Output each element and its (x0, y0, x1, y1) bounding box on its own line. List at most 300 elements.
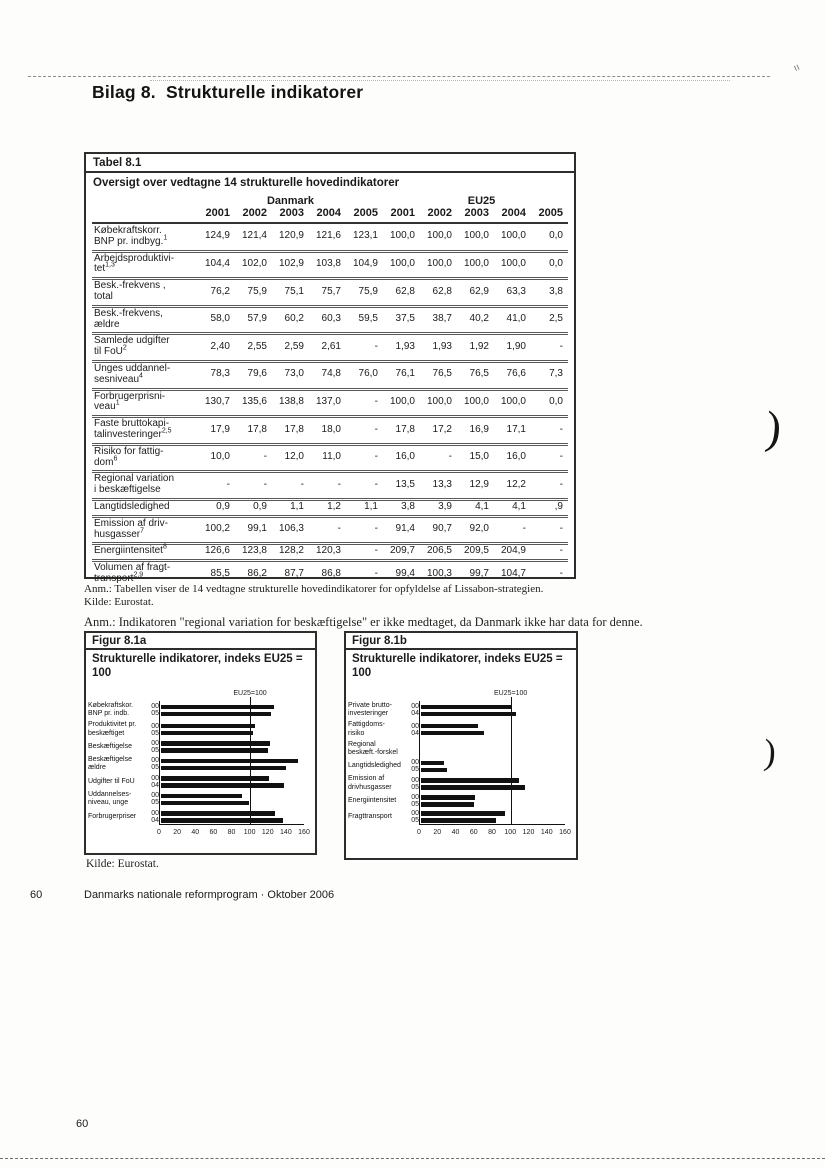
bar (161, 705, 274, 710)
chart-category-label: Produktivitet pr. beskæftiget (88, 721, 137, 737)
bar-row (145, 711, 304, 717)
bar-row (145, 730, 304, 736)
cell-value: 62,9 (469, 285, 489, 297)
x-axis-ticks (417, 828, 571, 839)
bar-row (145, 748, 304, 754)
footnote-ref: 1,3 (105, 262, 115, 270)
bar-year-label: 05 (411, 766, 419, 774)
bar-year-label: 00 (151, 740, 159, 748)
cell-value: 12,0 (284, 451, 304, 463)
year-header: 2005 (538, 207, 563, 219)
bar-pair (405, 704, 565, 717)
bar (161, 783, 284, 788)
x-tick-label: 100 (243, 828, 256, 836)
bar-track (421, 705, 565, 710)
cell-value: - (559, 478, 563, 490)
footnote-ref: 8 (162, 544, 167, 551)
bar-year-label: 00 (151, 792, 159, 800)
cell-value: 102,0 (241, 257, 267, 269)
bar-row (145, 741, 304, 747)
cell-value: 17,8 (284, 423, 304, 435)
cell-value: 128,2 (278, 545, 304, 557)
cell-value: 123,8 (241, 545, 267, 557)
bar-row (145, 765, 304, 771)
bar-year-label: 05 (411, 783, 419, 791)
scan-artifact-paren: ) (762, 731, 778, 773)
bar-year-label: 04 (151, 816, 159, 824)
chart-group (88, 791, 304, 808)
reference-annotation: EU25=100 (233, 689, 267, 697)
figure-title: Strukturelle indikatorer, indeks EU25 = 100 (352, 653, 563, 679)
cell-value: 100,3 (426, 567, 452, 579)
bar-row (145, 800, 304, 806)
bar-year-label: 05 (151, 747, 159, 755)
cell-value: 74,8 (321, 368, 341, 380)
bar-year-label: 00 (411, 722, 419, 730)
cell-value: 103,8 (315, 257, 341, 269)
cell-value: 7,3 (549, 368, 563, 380)
figure-8-1a-box (84, 631, 317, 855)
bar-pair (405, 795, 565, 808)
cell-value: - (263, 451, 267, 463)
bar-track (421, 785, 565, 790)
bar (421, 778, 519, 783)
cell-value: 79,6 (247, 368, 267, 380)
bar-track (421, 724, 565, 729)
bar (161, 811, 275, 816)
bar-year-label: 00 (151, 774, 159, 782)
bar-row (145, 704, 304, 710)
bar (421, 785, 525, 790)
bar (161, 724, 255, 729)
cell-value: 17,9 (210, 423, 230, 435)
cell-value: 78,3 (210, 368, 230, 380)
year-header: 2001 (205, 207, 230, 219)
cell-value: 2,5 (549, 313, 563, 325)
year-header: 2001 (390, 207, 415, 219)
footnote-ref: 2 (122, 344, 127, 352)
bar (161, 794, 242, 799)
chart-group (348, 775, 565, 792)
scan-artifact-paren: ) (763, 401, 784, 454)
cell-value: - (374, 567, 378, 579)
bar-pair (145, 810, 304, 823)
footnote-ref: 2,5 (161, 427, 172, 435)
cell-value: 58,0 (210, 313, 230, 325)
table-row (92, 415, 568, 443)
cell-value: 0,9 (253, 500, 267, 512)
bar-year-label: 00 (411, 794, 419, 802)
bar-track (421, 761, 565, 766)
bar (421, 761, 444, 766)
bar (161, 748, 268, 753)
cell-value: 100,0 (463, 230, 489, 242)
chart-category-label: Beskæftigelse ældre (88, 756, 132, 772)
bar (421, 768, 447, 773)
chart-category-label: Beskæftigelse (88, 742, 132, 750)
cell-value: 75,1 (284, 285, 304, 297)
x-tick-label: 120 (522, 828, 535, 836)
empty-corner-cell (92, 207, 198, 219)
chart-category-label: Udgifter til FoU (88, 777, 135, 785)
bar-year-label: 00 (151, 809, 159, 817)
bar (161, 741, 270, 746)
cell-value: 0,9 (216, 500, 230, 512)
bar-year-label: 00 (151, 757, 159, 765)
table-note: Anm.: Tabellen viser de 14 vedtagne strukturelle hovedindikatorer for opfyldelse af Lissabon-strategien. (84, 583, 544, 595)
bar-row (405, 795, 565, 801)
cell-value: 18,0 (321, 423, 341, 435)
bar-pair (145, 741, 304, 754)
bar-row (405, 760, 565, 766)
bar-track (421, 778, 565, 783)
cell-value: 120,9 (278, 230, 304, 242)
bar (421, 705, 511, 710)
bar-row (405, 704, 565, 710)
bar (161, 766, 286, 771)
bar-year-label: 00 (411, 809, 419, 817)
cell-value: 100,0 (389, 395, 415, 407)
chart-category-label: Fattigdoms- risiko (348, 721, 385, 737)
x-tick-label: 140 (280, 828, 292, 836)
cell-value: 90,7 (432, 523, 452, 535)
cell-value: - (559, 423, 563, 435)
chart-group (88, 775, 304, 788)
cell-value: 76,6 (506, 368, 526, 380)
chart-category-label: Emission af drivhusgasser (348, 775, 392, 791)
top-divider-line-2 (150, 80, 730, 81)
cell-value: 85,5 (210, 567, 230, 579)
bar-pair (405, 777, 565, 790)
bar-year-label: 05 (151, 729, 159, 737)
table-label: Tabel 8.1 (86, 154, 574, 173)
footer-text: Danmarks nationale reformprogram · Oktober 2006 (84, 889, 335, 901)
cell-value: 86,8 (321, 567, 341, 579)
cell-value: 1,90 (506, 340, 526, 352)
bar-year-label: 05 (151, 799, 159, 807)
cell-value: 104,9 (352, 257, 378, 269)
cell-value: - (374, 340, 378, 352)
bar (161, 801, 249, 806)
bar-track (421, 768, 565, 773)
bar-year-label: 00 (411, 759, 419, 767)
cell-value: - (226, 478, 230, 490)
chart-category-label: Private brutto- investeringer (348, 701, 392, 718)
table-title: Oversigt over vedtagne 14 strukturelle hovedindikatorer (93, 177, 400, 189)
x-tick-label: 40 (451, 828, 460, 836)
bar-year-label: 00 (411, 703, 419, 711)
bar-track (161, 794, 304, 799)
bar-track (161, 705, 304, 710)
table-row (92, 388, 568, 416)
chart-category-label: Langtidsledighed (348, 762, 401, 770)
table-row (92, 515, 568, 543)
group-header-danmark: Danmark (266, 195, 315, 207)
row-label: Emission af driv- husgasser$^7$ (94, 517, 168, 540)
chart-group (88, 756, 304, 773)
cell-value: 62,8 (432, 285, 452, 297)
table-row (92, 498, 568, 515)
cell-value: 57,9 (247, 313, 267, 325)
row-label: Besk.-frekvens, ældre (94, 307, 163, 330)
cell-value: - (522, 523, 526, 535)
table-year-header-row (92, 207, 568, 224)
bar-row (145, 758, 304, 764)
cell-value: 99,4 (395, 567, 415, 579)
bar-row (405, 767, 565, 773)
table-row (92, 250, 568, 278)
bar-track (421, 731, 565, 736)
reference-annotation: EU25=100 (493, 689, 528, 697)
footnote-ref: 4 (139, 372, 143, 380)
chart-group (348, 810, 565, 823)
cell-value: 38,7 (432, 313, 452, 325)
chart-group (88, 702, 304, 719)
cell-value: 120,3 (315, 545, 341, 557)
chart-category-label: Købekraftskor. BNP pr. indb. (88, 701, 134, 718)
cell-value: 76,5 (469, 368, 489, 380)
figure-8-1b-box (344, 631, 578, 860)
cell-value: 75,7 (321, 285, 341, 297)
cell-value: 2,59 (284, 340, 304, 352)
cell-value: 2,55 (247, 340, 267, 352)
cell-value: 121,6 (315, 230, 341, 242)
cell-value: 3,8 (549, 285, 563, 297)
cell-value: 16,0 (395, 451, 415, 463)
cell-value: 204,9 (500, 545, 526, 557)
figure-label: Figur 8.1b (346, 633, 576, 650)
cell-value: 1,1 (290, 500, 304, 512)
cell-value: 100,2 (204, 523, 230, 535)
chart-category-label: Forbrugerpriser (88, 812, 137, 820)
year-header: 2004 (501, 207, 526, 219)
bar-year-label: 00 (151, 703, 159, 711)
bar-row (405, 777, 565, 783)
cell-value: 41,0 (506, 313, 526, 325)
bar (421, 818, 496, 823)
cell-value: - (559, 451, 563, 463)
bar (421, 795, 475, 800)
cell-value: 206,5 (426, 545, 452, 557)
row-label: Købekraftskorr. BNP pr. indbyg.$^1$ (94, 225, 168, 247)
cell-value: 76,5 (432, 368, 452, 380)
cell-value: 2,40 (210, 340, 230, 352)
page-number-bottom: 60 (76, 1118, 89, 1130)
bar (161, 776, 269, 781)
footnote-ref: 2,9 (133, 571, 144, 579)
bar-year-label: 00 (151, 722, 159, 730)
cell-value: - (559, 567, 563, 579)
cell-value: 13,3 (432, 478, 452, 490)
cell-value: 1,93 (395, 340, 415, 352)
row-label: Langtidsledighed (94, 500, 170, 512)
chart-category-label: Uddannelses- niveau, unge (88, 790, 132, 807)
page-title: Bilag 8. Strukturelle indikatorer (92, 82, 364, 102)
bar-track (161, 766, 304, 771)
chart-category-label: Regional beskæft.-forskel (348, 740, 398, 756)
footnote-ref: 7 (140, 527, 145, 535)
cell-value: 104,7 (500, 567, 526, 579)
cell-value: - (374, 545, 378, 557)
bottom-divider-line (0, 1158, 825, 1159)
bar-pair (405, 745, 565, 752)
figure-title: Strukturelle indikatorer, indeks EU25 = 100 (92, 653, 303, 679)
bar (161, 759, 298, 764)
bar-track (161, 818, 304, 823)
figure-source: Kilde: Eurostat. (86, 858, 159, 870)
chart-groups (88, 701, 304, 825)
cell-value: - (374, 478, 378, 490)
row-label: Besk.-frekvens , total (94, 280, 166, 302)
year-header: 2004 (316, 207, 341, 219)
bar-row (405, 723, 565, 729)
bar-chart-8-1a (88, 689, 309, 841)
chart-group (88, 721, 304, 738)
cell-value: 1,92 (469, 340, 489, 352)
figure-note: Anm.: Indikatoren "regional variation for beskæftigelse" er ikke medtaget, da Danmark ikke har data for denne. (84, 615, 643, 629)
x-tick-label: 60 (469, 828, 478, 836)
bar-pair (405, 760, 565, 773)
bar-track (161, 741, 304, 746)
x-tick-label: 160 (298, 828, 310, 836)
table-source: Kilde: Eurostat. (84, 596, 154, 608)
bar (161, 818, 283, 823)
table-row (92, 443, 568, 471)
x-tick-label: 160 (559, 828, 571, 836)
bar-year-label: 04 (411, 710, 419, 718)
bar (421, 811, 505, 816)
cell-value: 12,2 (506, 478, 526, 490)
cell-value: - (374, 423, 378, 435)
figure-label: Figur 8.1a (86, 633, 315, 650)
cell-value: 76,0 (358, 368, 378, 380)
cell-value: 37,5 (395, 313, 415, 325)
x-tick-label: 80 (227, 828, 236, 836)
cell-value: 59,5 (358, 313, 378, 325)
cell-value: 0,0 (549, 257, 563, 269)
cell-value: 100,0 (389, 230, 415, 242)
cell-value: 11,0 (322, 451, 341, 463)
footnote-ref: 1 (115, 400, 120, 408)
cell-value: 104,4 (204, 257, 230, 269)
cell-value: 1,1 (364, 500, 378, 512)
bar-chart-8-1b (348, 689, 570, 841)
chart-group (348, 760, 565, 773)
bar (161, 731, 253, 736)
bar-row (405, 730, 565, 736)
cell-value: 16,0 (506, 451, 526, 463)
cell-value: 138,8 (278, 395, 304, 407)
bar-year-label: 04 (151, 781, 159, 789)
bar-row (145, 723, 304, 729)
cell-value: - (263, 478, 267, 490)
bar-track (421, 712, 565, 717)
cell-value: 0,0 (549, 230, 563, 242)
year-header: 2002 (242, 207, 267, 219)
cell-value: - (300, 478, 304, 490)
chart-group (348, 795, 565, 808)
chart-group (348, 702, 565, 719)
cell-value: 3,8 (401, 500, 415, 512)
bar-row (145, 782, 304, 788)
x-axis-ticks (157, 828, 310, 839)
bar-row (405, 817, 565, 823)
x-tick-label: 40 (191, 828, 200, 836)
cell-value: 3,9 (438, 500, 452, 512)
bar-row (145, 817, 304, 823)
cell-value: - (374, 523, 378, 535)
chart-group (348, 741, 565, 758)
row-label: Faste bruttokapi- talinvesteringer$^{2,5}$ (94, 418, 172, 440)
cell-value: 15,0 (469, 451, 489, 463)
x-tick-label: 20 (173, 828, 182, 836)
cell-value: 100,0 (500, 257, 526, 269)
cell-value: 73,0 (284, 368, 304, 380)
cell-value: 130,7 (204, 395, 230, 407)
cell-value: 126,6 (204, 545, 230, 557)
cell-value: 100,0 (426, 395, 452, 407)
cell-value: 16,9 (469, 423, 489, 435)
x-tick-label: 60 (209, 828, 218, 836)
table-row (92, 305, 568, 333)
cell-value: 17,1 (506, 423, 526, 435)
row-label: Volumen af fragt- transport$^{2,9}$ (94, 562, 171, 584)
bar-track (161, 783, 304, 788)
cell-value: ,9 (554, 500, 563, 512)
table-row (92, 470, 568, 498)
cell-value: - (337, 478, 341, 490)
chart-group (88, 810, 304, 823)
cell-value: 0,0 (549, 395, 563, 407)
footnote-ref: 6 (113, 455, 118, 463)
cell-value: 4,1 (512, 500, 526, 512)
bar-pair (145, 758, 304, 771)
bar (421, 712, 516, 717)
bar-track (161, 776, 304, 781)
year-header: 2005 (353, 207, 378, 219)
bar-track (421, 802, 565, 807)
x-tick-label: 120 (261, 828, 274, 836)
x-tick-label: 0 (157, 828, 161, 836)
cell-value: 123,1 (352, 230, 378, 242)
cell-value: 60,3 (321, 313, 341, 325)
row-label: Arbejdsproduktivi- tet$^{1,3}$ (94, 252, 175, 275)
bar-track (421, 811, 565, 816)
cell-value: 100,0 (500, 395, 526, 407)
cell-value: 100,0 (500, 230, 526, 242)
cell-value: 12,9 (469, 478, 489, 490)
cell-value: 99,1 (247, 523, 267, 535)
cell-value: 4,1 (475, 500, 489, 512)
table-row (92, 224, 568, 250)
bar-track (161, 801, 304, 806)
cell-value: 209,5 (463, 545, 489, 557)
bar-year-label: 00 (411, 776, 419, 784)
cell-value: 102,9 (278, 257, 304, 269)
year-header: 2003 (279, 207, 304, 219)
bar-row (405, 810, 565, 816)
bar-row (405, 711, 565, 717)
row-label: Forbrugerprisni- veau$^1$ (94, 390, 166, 413)
chart-groups (348, 701, 565, 825)
cell-value: 121,4 (241, 230, 267, 242)
cell-value: 209,7 (389, 545, 415, 557)
x-tick-label: 0 (417, 828, 421, 836)
bar-year-label: 04 (411, 729, 419, 737)
table-group-header-row (92, 195, 568, 207)
bar-pair (145, 723, 304, 736)
row-label: Energiintensitet$^8$ (94, 544, 167, 557)
